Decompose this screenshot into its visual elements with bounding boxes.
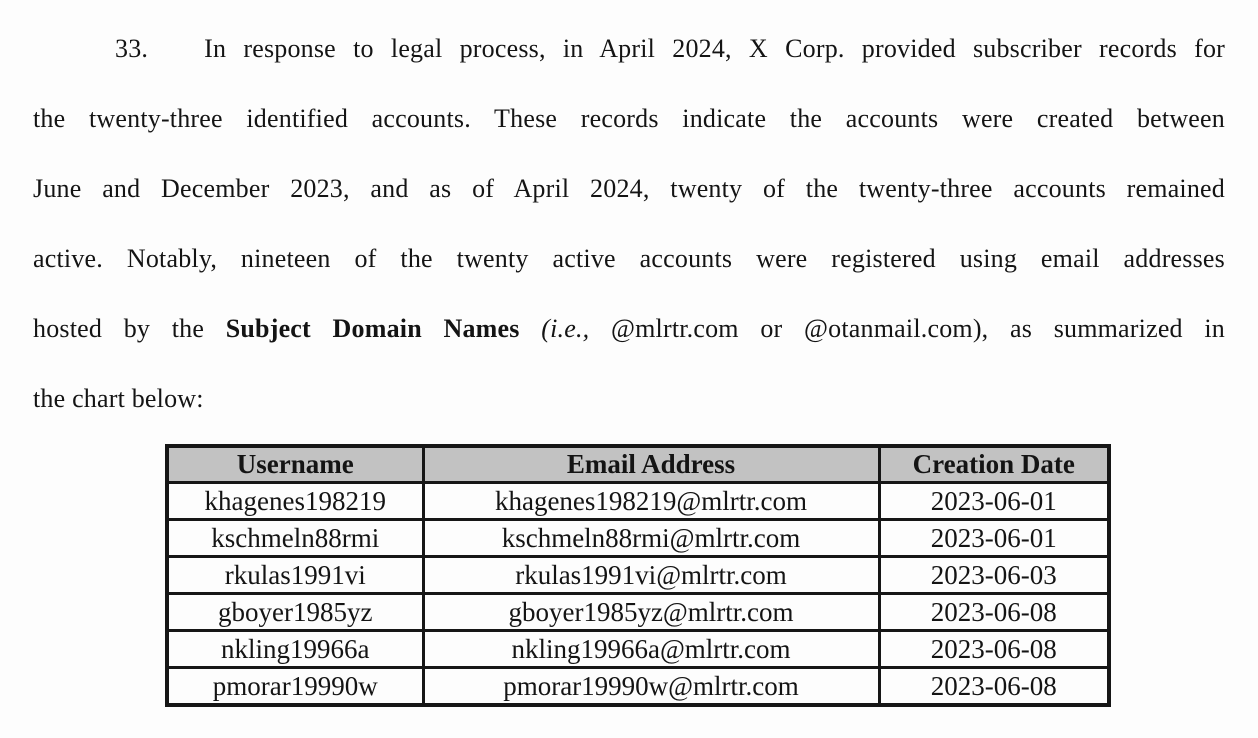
table-row (167, 483, 1109, 520)
table-row (167, 557, 1109, 594)
col-header-email-address: Email Address (423, 446, 879, 483)
paragraph-text: hosted by the (33, 314, 226, 343)
paragraph-text: @mlrtr.com or @otanmail.com), as summarized in (589, 314, 1226, 343)
date-cell: 2023-06-08 (879, 631, 1109, 668)
paragraph-line-5 (33, 294, 1225, 364)
paragraph-line-3 (33, 154, 1225, 224)
date-cell: 2023-06-08 (879, 594, 1109, 631)
paragraph-text: June and December 2023, and as of April 2024, twenty of the twenty-three accounts remained (33, 174, 1225, 203)
paragraph-text: active. Notably, nineteen of the twenty active accounts were registered using email addresses (33, 244, 1225, 273)
accounts-table (165, 444, 1111, 707)
email-cell: gboyer1985yz@mlrtr.com (423, 594, 879, 631)
table-row (167, 631, 1109, 668)
date-cell: 2023-06-08 (879, 668, 1109, 706)
table-header-row (167, 446, 1109, 483)
paragraph-number: 33. (115, 34, 149, 63)
paragraph-text: the twenty-three identified accounts. These records indicate the accounts were created between (33, 104, 1225, 133)
paragraph-line-2 (33, 84, 1225, 154)
paragraph-text: In response to legal process, in April 2024, X Corp. provided subscriber records for (204, 34, 1225, 63)
username-cell: gboyer1985yz (167, 594, 423, 631)
email-cell: khagenes198219@mlrtr.com (423, 483, 879, 520)
col-header-username: Username (167, 446, 423, 483)
email-cell: rkulas1991vi@mlrtr.com (423, 557, 879, 594)
paragraph-line-4 (33, 224, 1225, 294)
paragraph-line-1 (33, 14, 1225, 84)
email-cell: nkling19966a@mlrtr.com (423, 631, 879, 668)
table-row (167, 520, 1109, 557)
username-cell: nkling19966a (167, 631, 423, 668)
username-cell: khagenes198219 (167, 483, 423, 520)
paragraph-line-6 (33, 364, 1225, 434)
username-cell: pmorar19990w (167, 668, 423, 706)
username-cell: kschmeln88rmi (167, 520, 423, 557)
subject-domain-names-bold-text: Subject Domain Names (225, 314, 520, 343)
table-row (167, 594, 1109, 631)
ie-italic-text: (i.e., (541, 314, 590, 343)
col-header-creation-date: Creation Date (879, 446, 1109, 483)
date-cell: 2023-06-01 (879, 520, 1109, 557)
date-cell: 2023-06-03 (879, 557, 1109, 594)
table-row (167, 668, 1109, 706)
email-cell: pmorar19990w@mlrtr.com (423, 668, 879, 706)
email-cell: kschmeln88rmi@mlrtr.com (423, 520, 879, 557)
paragraph-text: the chart below: (33, 384, 204, 413)
username-cell: rkulas1991vi (167, 557, 423, 594)
paragraph-text (520, 314, 542, 343)
date-cell: 2023-06-01 (879, 483, 1109, 520)
